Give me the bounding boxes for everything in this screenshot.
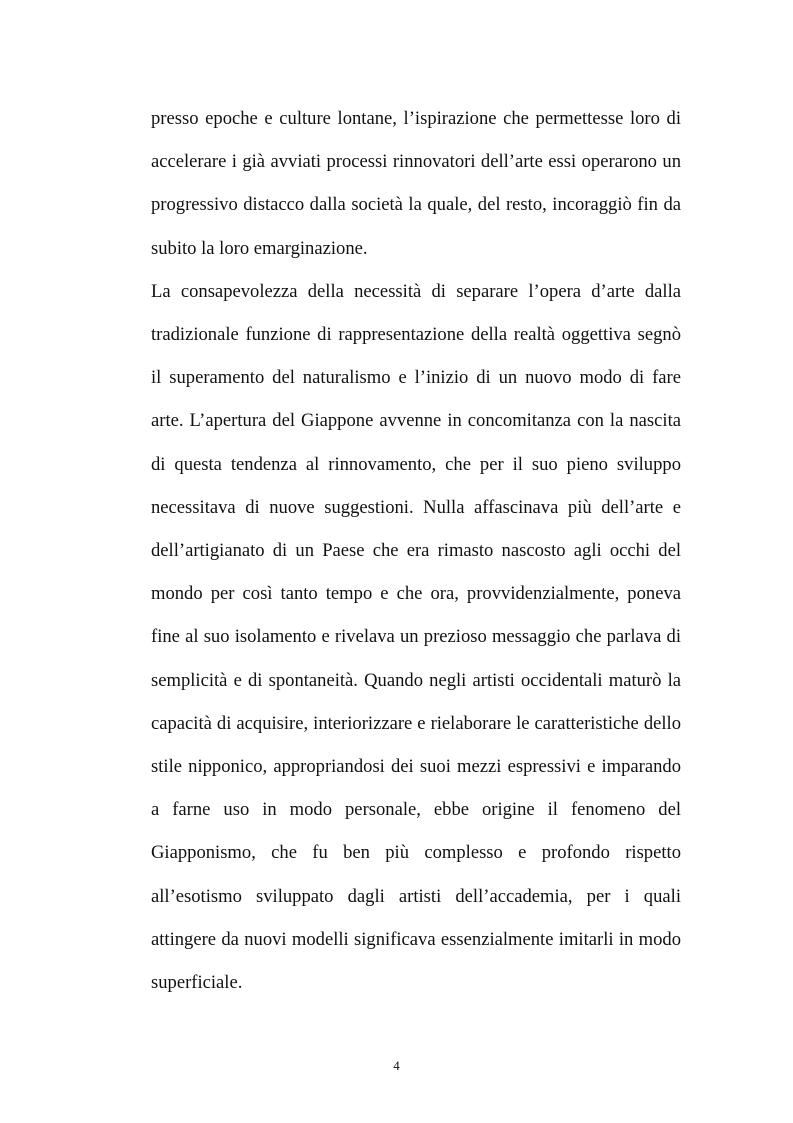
page-number: 4 <box>393 1058 400 1073</box>
text-line: La consapevolezza della necessità di separare l’opera d’arte dalla <box>151 280 681 302</box>
text-line: mondo per così tanto tempo e che ora, provvidenzialmente, poneva <box>151 583 681 605</box>
text-line: subito la loro emarginazione. <box>151 237 368 259</box>
text-line: di questa tendenza al rinnovamento, che per il suo pieno sviluppo <box>151 453 681 475</box>
text-line: necessitava di nuove suggestioni. Nulla affascinava più dell’arte e <box>151 496 681 518</box>
text-line: a farne uso in modo personale, ebbe origine il fenomeno del <box>151 799 681 821</box>
paragraph-2 <box>151 270 681 1004</box>
text-line: dell’artigianato di un Paese che era rimasto nascosto agli occhi del <box>151 540 681 562</box>
text-line: il superamento del naturalismo e l’inizio di un nuovo modo di fare <box>151 367 681 389</box>
text-line: stile nipponico, appropriandosi dei suoi mezzi espressivi e imparando <box>151 756 681 778</box>
text-line: semplicità e di spontaneità. Quando negli artisti occidentali maturò la <box>151 669 681 691</box>
paragraph-1 <box>151 97 681 270</box>
text-line: Giapponismo, che fu ben più complesso e profondo rispetto <box>151 842 681 864</box>
text-line: accelerare i già avviati processi rinnovatori dell’arte essi operarono un <box>151 151 681 173</box>
text-line: progressivo distacco dalla società la quale, del resto, incoraggiò fin da <box>151 194 681 216</box>
text-line: capacità di acquisire, interiorizzare e rielaborare le caratteristiche dello <box>151 712 681 734</box>
page-body <box>151 97 681 1004</box>
text-line: tradizionale funzione di rappresentazione della realtà oggettiva segnò <box>151 324 681 346</box>
text-line: all’esotismo sviluppato dagli artisti dell’accademia, per i quali <box>151 885 681 907</box>
text-line: fine al suo isolamento e rivelava un prezioso messaggio che parlava di <box>151 626 681 648</box>
text-line: superficiale. <box>151 972 243 994</box>
text-line: attingere da nuovi modelli significava essenzialmente imitarli in modo <box>151 928 681 950</box>
text-line: arte. L’apertura del Giappone avvenne in concomitanza con la nascita <box>151 410 681 432</box>
text-line: presso epoche e culture lontane, l’ispirazione che permettesse loro di <box>151 108 681 129</box>
